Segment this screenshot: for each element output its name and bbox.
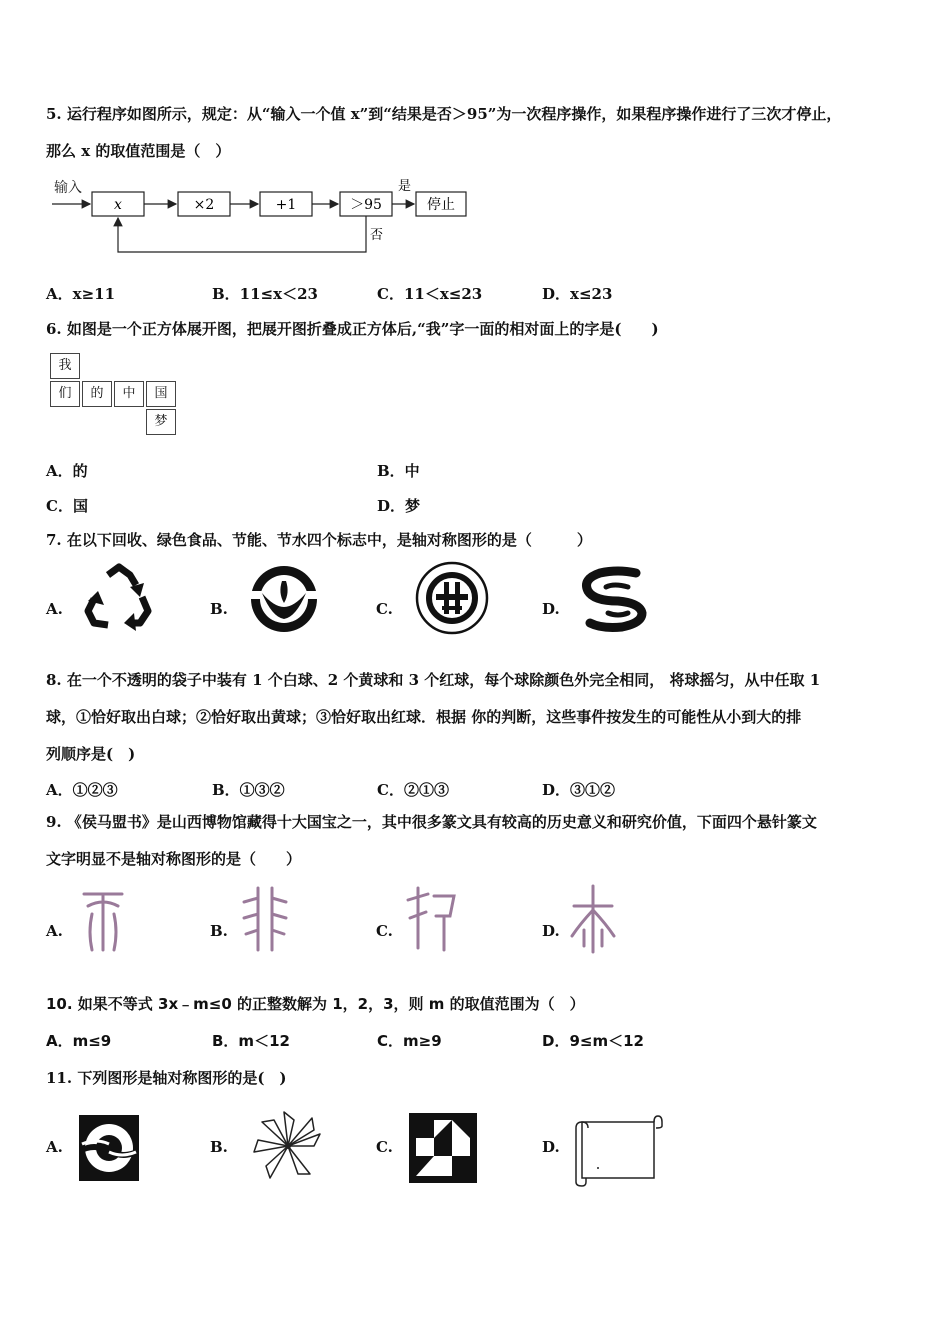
seal-script-char-d: [568, 884, 618, 954]
figure-a-ring-icon: [78, 1114, 140, 1182]
recycle-icon: [84, 563, 154, 635]
q8-stem: [46, 662, 920, 773]
q6-option-d[interactable]: D．梦: [377, 497, 421, 515]
flow-stop-box: 停止: [427, 197, 455, 213]
q7-label-d[interactable]: D.: [542, 600, 560, 618]
net-cell-men: 们: [50, 381, 80, 407]
q9-stem: [46, 804, 920, 878]
q8-stem-line1: 8. 在一个不透明的袋子中装有 1 个白球、2 个黄球和 3 个红球，每个球除颜色外完全相同， 将球摇匀，从中任取 1: [46, 671, 821, 689]
q8-stem-line3: 列顺序是( ): [46, 745, 136, 763]
flow-box-gt95: ＞95: [350, 197, 382, 213]
q11-label-a[interactable]: A.: [46, 1138, 63, 1156]
q8-stem-line2: 球，①恰好取出白球；②恰好取出黄球；③恰好取出红球．根据 你的判断，这些事件按发生的可能性从小到大的排: [46, 708, 802, 726]
q8-option-c[interactable]: C．②①③: [377, 781, 449, 799]
q9-stem-line2: 文字明显不是轴对称图形的是（ ）: [46, 850, 302, 868]
flow-box-plus1: +1: [275, 197, 297, 213]
figure-b-pinwheel-icon: [250, 1108, 326, 1184]
water-saving-icon: [578, 567, 656, 633]
seal-script-char-b: [240, 884, 290, 954]
q6-option-c[interactable]: C．国: [46, 497, 88, 515]
q6-option-b[interactable]: B．中: [377, 462, 420, 480]
q5-option-d[interactable]: D．x≤23: [542, 285, 613, 303]
q6-cube-net: [50, 353, 180, 437]
q8-option-d[interactable]: D．③①②: [542, 781, 616, 799]
net-cell-meng: 梦: [146, 409, 176, 435]
q10-option-d[interactable]: D．9≤m＜12: [542, 1032, 644, 1050]
q6-stem: 6. 如图是一个正方体展开图，把展开图折叠成正方体后,“我”字一面的相对面上的字是( ): [46, 320, 659, 338]
flow-no-label: 否: [370, 228, 384, 243]
green-food-icon: [248, 563, 320, 635]
net-cell-zhong: 中: [114, 381, 144, 407]
flow-box-times2: ×2: [193, 197, 215, 213]
q5-option-c[interactable]: C．11＜x≤23: [377, 285, 483, 303]
q11-label-b[interactable]: B.: [210, 1138, 228, 1156]
q8-option-b[interactable]: B．①③②: [212, 781, 285, 799]
q7-label-c[interactable]: C.: [376, 600, 393, 618]
q5-stem-line2: 那么 x 的取值范围是（ ）: [46, 142, 231, 160]
figure-c-checker-icon: [408, 1112, 478, 1184]
q6-option-a[interactable]: A．的: [46, 462, 88, 480]
flow-yes-label: 是: [398, 179, 412, 194]
seal-script-char-a: [78, 886, 128, 954]
net-cell-wo: 我: [50, 353, 80, 379]
q5-option-b[interactable]: B．11≤x＜23: [212, 285, 318, 303]
q8-option-a[interactable]: A．①②③: [46, 781, 118, 799]
q7-stem: 7. 在以下回收、绿色食品、节能、节水四个标志中，是轴对称图形的是（ ）: [46, 531, 592, 549]
q9-label-b[interactable]: B.: [210, 922, 228, 940]
q9-label-d[interactable]: D.: [542, 922, 560, 940]
q5-option-a[interactable]: A．x≥11: [46, 285, 116, 303]
seal-script-char-c: [404, 882, 460, 954]
net-cell-de: 的: [82, 381, 112, 407]
q5-flowchart: [50, 176, 480, 260]
q9-stem-line1: 9. 《侯马盟书》是山西博物馆藏得十大国宝之一，其中很多篆文具有较高的历史意义和研究价值，下面四个悬针篆文: [46, 813, 817, 831]
flow-box-x: x: [114, 197, 122, 213]
q11-label-c[interactable]: C.: [376, 1138, 393, 1156]
q7-label-b[interactable]: B.: [210, 600, 228, 618]
q10-stem: 10. 如果不等式 3x﹣m≤0 的正整数解为 1，2，3，则 m 的取值范围为（ ）: [46, 995, 585, 1013]
flow-input-label: 输入: [54, 180, 82, 196]
q9-label-a[interactable]: A.: [46, 922, 63, 940]
q11-stem: 11. 下列图形是轴对称图形的是( ): [46, 1069, 287, 1087]
q10-option-c[interactable]: C．m≥9: [377, 1032, 442, 1050]
q10-option-a[interactable]: A．m≤9: [46, 1032, 112, 1050]
q11-label-d[interactable]: D.: [542, 1138, 560, 1156]
q5-stem-line1: 5. 运行程序如图所示，规定：从“输入一个值 x”到“结果是否＞95”为一次程序操作，如果程序操作进行了三次才停止，: [46, 105, 842, 123]
energy-saving-icon: [414, 560, 490, 636]
net-cell-guo: 国: [146, 381, 176, 407]
q9-label-c[interactable]: C.: [376, 922, 393, 940]
figure-d-scroll-icon: [572, 1112, 662, 1188]
q10-option-b[interactable]: B．m＜12: [212, 1032, 290, 1050]
q7-label-a[interactable]: A.: [46, 600, 63, 618]
